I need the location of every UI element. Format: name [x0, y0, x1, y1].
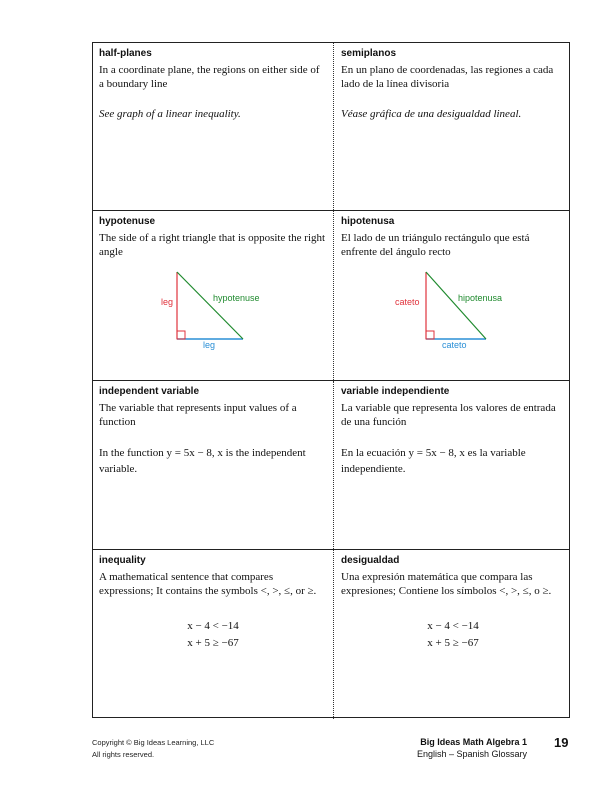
term: inequality — [99, 555, 146, 566]
leg-label-vertical: leg — [161, 297, 174, 307]
definition: A mathematical sentence that compares expressions; It contains the symbols <, >, ≤, or ≥. — [99, 571, 317, 597]
rights-text: All rights reserved. — [92, 750, 155, 759]
leg-label-horizontal: leg — [203, 340, 216, 350]
glossary-row-hypotenuse — [93, 210, 569, 380]
example-inequalities — [99, 618, 327, 652]
spanish-cell — [335, 550, 571, 719]
example: See graph of a linear inequality. — [99, 108, 241, 120]
english-cell — [93, 211, 333, 380]
book-footer — [417, 736, 527, 760]
example: Véase gráfica de una desigualdad lineal. — [341, 108, 522, 120]
definition: Una expresión matemática que compara las expresiones; Contiene los símbolos <, >, ≤, o ≥. — [341, 571, 552, 597]
term: semiplanos — [341, 48, 397, 59]
term: hypotenuse — [99, 216, 156, 227]
definition: La variable que representa los valores de entrada de una función — [341, 402, 556, 428]
copyright-text: Copyright © Big Ideas Learning, LLC — [92, 738, 215, 747]
definition: In a coordinate plane, the regions on either side of a boundary line — [99, 64, 320, 90]
term: hipotenusa — [341, 216, 395, 227]
column-divider — [333, 550, 334, 719]
definition: The side of a right triangle that is opposite the right angle — [99, 232, 326, 258]
hipotenusa-label: hipotenusa — [458, 293, 503, 303]
english-cell — [93, 550, 333, 719]
glossary-row-half-planes — [93, 43, 569, 210]
book-title: Big Ideas Math Algebra 1 — [420, 737, 527, 747]
term: independent variable — [99, 386, 200, 397]
inequality-1: x − 4 < −14 — [427, 620, 479, 632]
page-number: 19 — [554, 735, 569, 750]
inequality-2: x + 5 ≥ −67 — [427, 637, 479, 649]
spanish-cell — [335, 381, 571, 549]
cateto-label-vertical: cateto — [395, 297, 420, 307]
term: desigualdad — [341, 555, 400, 566]
glossary-row-inequality — [93, 549, 569, 719]
right-triangle-figure — [143, 269, 303, 354]
column-divider — [333, 43, 334, 210]
right-triangle-figure — [392, 269, 552, 354]
column-divider — [333, 211, 334, 380]
cateto-label-horizontal: cateto — [442, 340, 467, 350]
glossary-subtitle: English – Spanish Glossary — [416, 749, 527, 759]
inequality-2: x + 5 ≥ −67 — [187, 637, 239, 649]
inequality-1: x − 4 < −14 — [187, 620, 239, 632]
english-cell — [93, 43, 333, 210]
copyright-footer — [92, 737, 214, 761]
definition: En un plano de coordenadas, las regiones a cada lado de la línea divisoria — [341, 64, 554, 90]
term: variable independiente — [341, 386, 450, 397]
example: En la ecuación y = 5x − 8, x es la variable independiente. — [341, 447, 526, 475]
term: half-planes — [99, 48, 152, 59]
glossary-row-independent-variable — [93, 380, 569, 549]
spanish-cell — [335, 43, 571, 210]
example: In the function y = 5x − 8, x is the independent variable. — [99, 447, 306, 475]
example-inequalities — [341, 618, 565, 652]
glossary-table — [92, 42, 570, 718]
column-divider — [333, 381, 334, 549]
definition: El lado de un triángulo rectángulo que está enfrente del ángulo recto — [341, 232, 530, 258]
hypotenuse-label: hypotenuse — [213, 293, 260, 303]
spanish-cell — [335, 211, 571, 380]
english-cell — [93, 381, 333, 549]
definition: The variable that represents input values of a function — [99, 402, 297, 428]
